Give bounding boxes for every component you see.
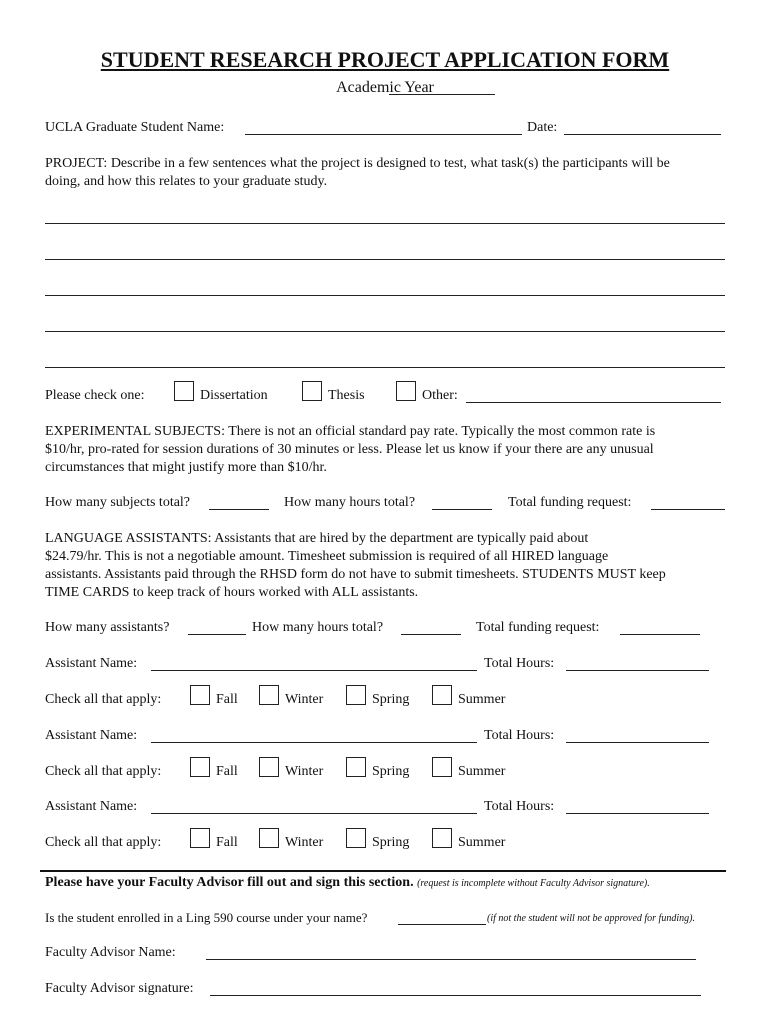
subjects-hours-total-field[interactable] xyxy=(432,509,492,510)
language-assistants-line4: TIME CARDS to keep track of hours worked with ALL assistants. xyxy=(45,585,419,600)
academic-year-field[interactable] xyxy=(389,94,495,95)
assistant-1-summer-label: Summer xyxy=(458,692,506,707)
assistant-1-hours-label: Total Hours: xyxy=(484,656,555,671)
subjects-funding-label: Total funding request: xyxy=(508,495,632,510)
ling-590-question: Is the student enrolled in a Ling 590 course under your name? xyxy=(45,910,368,925)
assistant-1-fall-checkbox[interactable] xyxy=(190,685,210,705)
date-field[interactable] xyxy=(564,134,721,135)
other-checkbox[interactable] xyxy=(396,381,416,401)
subjects-total-field[interactable] xyxy=(209,509,269,510)
language-assistants-line2: $24.79/hr. This is not a negotiable amount. Timesheet submission is required of all HIRED language xyxy=(45,549,609,564)
project-description-line-4[interactable] xyxy=(45,331,725,332)
assistant-1-spring-label: Spring xyxy=(372,692,410,707)
subjects-hours-total-label: How many hours total? xyxy=(284,495,416,510)
assistant-1-winter-checkbox[interactable] xyxy=(259,685,279,705)
project-description-line-2[interactable] xyxy=(45,259,725,260)
assistant-1-name-label: Assistant Name: xyxy=(45,656,138,671)
form-title: STUDENT RESEARCH PROJECT APPLICATION FORM xyxy=(100,47,670,72)
assistants-funding-label: Total funding request: xyxy=(476,620,600,635)
assistant-2-fall-checkbox[interactable] xyxy=(190,757,210,777)
assistants-count-label: How many assistants? xyxy=(45,620,170,635)
subjects-total-label: How many subjects total? xyxy=(45,495,191,510)
student-name-label: UCLA Graduate Student Name: xyxy=(45,120,225,135)
assistant-3-fall-checkbox[interactable] xyxy=(190,828,210,848)
academic-year-label: Academic Year xyxy=(336,79,434,96)
dissertation-label: Dissertation xyxy=(200,388,268,403)
advisor-signature-field[interactable] xyxy=(210,995,701,996)
student-name-field[interactable] xyxy=(245,134,522,135)
assistants-count-field[interactable] xyxy=(188,634,246,635)
project-description-line-5[interactable] xyxy=(45,367,725,368)
other-label: Other: xyxy=(422,388,458,403)
subjects-funding-field[interactable] xyxy=(651,509,725,510)
assistant-2-winter-checkbox[interactable] xyxy=(259,757,279,777)
advisor-name-field[interactable] xyxy=(206,959,696,960)
project-description-line-1[interactable] xyxy=(45,223,725,224)
assistants-funding-field[interactable] xyxy=(620,634,700,635)
assistant-2-check-label: Check all that apply: xyxy=(45,764,162,779)
advisor-section-heading xyxy=(45,874,650,893)
assistant-2-winter-label: Winter xyxy=(285,764,324,779)
assistant-1-summer-checkbox[interactable] xyxy=(432,685,452,705)
assistants-hours-total-field[interactable] xyxy=(401,634,461,635)
assistant-3-summer-checkbox[interactable] xyxy=(432,828,452,848)
assistant-3-hours-label: Total Hours: xyxy=(484,799,555,814)
assistant-2-name-field[interactable] xyxy=(151,742,477,743)
assistant-1-name-field[interactable] xyxy=(151,670,477,671)
experimental-subjects-line3: circumstances that might justify more than $10/hr. xyxy=(45,460,327,475)
advisor-name-label: Faculty Advisor Name: xyxy=(45,945,176,960)
assistant-2-spring-label: Spring xyxy=(372,764,410,779)
date-label: Date: xyxy=(527,120,558,135)
assistant-3-winter-label: Winter xyxy=(285,835,324,850)
assistant-1-winter-label: Winter xyxy=(285,692,324,707)
assistant-3-name-field[interactable] xyxy=(151,813,477,814)
experimental-subjects-line2: $10/hr, pro-rated for session durations of 30 minutes or less. Please let us know if your there are any unusual xyxy=(45,442,654,457)
assistant-3-name-label: Assistant Name: xyxy=(45,799,138,814)
assistant-3-hours-field[interactable] xyxy=(566,813,709,814)
assistant-3-winter-checkbox[interactable] xyxy=(259,828,279,848)
assistant-3-spring-label: Spring xyxy=(372,835,410,850)
assistant-2-fall-label: Fall xyxy=(216,764,238,779)
assistant-1-spring-checkbox[interactable] xyxy=(346,685,366,705)
language-assistants-line3: assistants. Assistants paid through the RHSD form do not have to submit timesheets. STUDENTS MUST keep xyxy=(45,567,666,582)
section-divider xyxy=(40,870,726,872)
assistant-2-spring-checkbox[interactable] xyxy=(346,757,366,777)
assistant-2-name-label: Assistant Name: xyxy=(45,728,138,743)
project-instructions-line2: doing, and how this relates to your graduate study. xyxy=(45,174,328,189)
assistant-3-summer-label: Summer xyxy=(458,835,506,850)
assistant-2-hours-label: Total Hours: xyxy=(484,728,555,743)
advisor-heading-text: Please have your Faculty Advisor fill out and sign this section. xyxy=(45,875,414,890)
advisor-heading-note: (request is incomplete without Faculty Advisor signature). xyxy=(417,878,650,889)
check-one-label: Please check one: xyxy=(45,388,145,403)
project-instructions-line1: PROJECT: Describe in a few sentences what the project is designed to test, what task(s) the participants will be xyxy=(45,156,670,171)
assistant-3-fall-label: Fall xyxy=(216,835,238,850)
academic-year-row xyxy=(0,78,770,98)
advisor-signature-label: Faculty Advisor signature: xyxy=(45,981,194,996)
other-field[interactable] xyxy=(466,402,721,403)
assistant-1-hours-field[interactable] xyxy=(566,670,709,671)
experimental-subjects-line1: EXPERIMENTAL SUBJECTS: There is not an official standard pay rate. Typically the most common rate is xyxy=(45,424,656,439)
ling-590-note: (if not the student will not be approved for funding). xyxy=(487,913,695,924)
dissertation-checkbox[interactable] xyxy=(174,381,194,401)
assistant-2-summer-checkbox[interactable] xyxy=(432,757,452,777)
thesis-label: Thesis xyxy=(328,388,365,403)
assistant-2-hours-field[interactable] xyxy=(566,742,709,743)
ling-590-field[interactable] xyxy=(398,924,486,925)
assistant-1-fall-label: Fall xyxy=(216,692,238,707)
assistant-3-check-label: Check all that apply: xyxy=(45,835,162,850)
assistant-1-check-label: Check all that apply: xyxy=(45,692,162,707)
assistant-3-spring-checkbox[interactable] xyxy=(346,828,366,848)
language-assistants-line1: LANGUAGE ASSISTANTS: Assistants that are hired by the department are typically paid about xyxy=(45,531,589,546)
project-description-line-3[interactable] xyxy=(45,295,725,296)
thesis-checkbox[interactable] xyxy=(302,381,322,401)
assistants-hours-total-label: How many hours total? xyxy=(252,620,384,635)
assistant-2-summer-label: Summer xyxy=(458,764,506,779)
